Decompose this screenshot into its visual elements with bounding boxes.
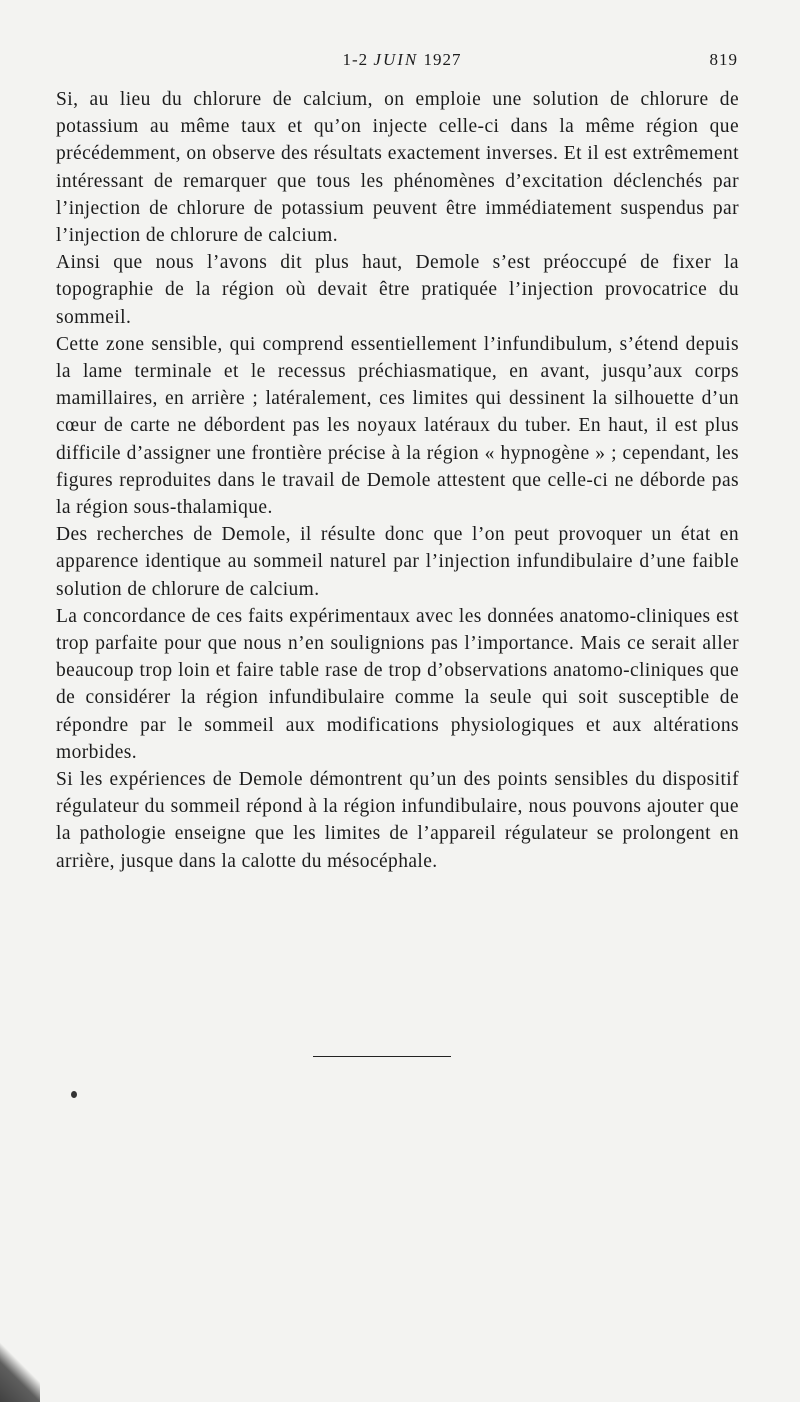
margin-dot [71, 1091, 77, 1098]
page-number: 819 [709, 50, 738, 69]
body-text [56, 86, 739, 875]
header-year: 1927 [423, 50, 462, 69]
scan-shadow-corner [0, 1342, 40, 1402]
paragraph: Des recherches de Demole, il résulte donc que l’on peut provoquer un état en apparence identique au sommeil naturel par l’injection infundibulaire d’une faible solution de chlorure de calcium. [56, 524, 739, 600]
paragraph: Si, au lieu du chlorure de calcium, on emploie une solution de chlorure de potassium au même taux et qu’on injecte celle-ci dans la même région que précédemment, on observe des résultats exactement inverses. Et il est extrêmement intéressant de remarquer que tous les phénomènes d’excitation déclenchés par l’injection de chlorure de potassium peuvent être immédiatement suspendus par l’injection de chlorure de calcium. [56, 89, 739, 247]
paragraph: Si les expériences de Demole démontrent qu’un des points sensibles du dispositif régulateur du sommeil répond à la région infundibulaire, nous pouvons ajouter que la pathologie enseigne que les limites de l’appareil régulateur se prolongent en arrière, jusque dans la calotte du mésocéphale. [56, 769, 739, 872]
header-date-prefix: 1-2 [342, 50, 369, 69]
running-header [62, 50, 742, 74]
header-date [62, 50, 742, 70]
section-end-rule [313, 1056, 451, 1057]
header-month: JUIN [373, 50, 419, 69]
paragraph: Ainsi que nous l’avons dit plus haut, Demole s’est préoccupé de fixer la topographie de la région où devait être pratiquée l’injection provocatrice du sommeil. [56, 252, 739, 328]
paragraph: Cette zone sensible, qui comprend essentiellement l’infundibulum, s’étend depuis la lame terminale et le recessus préchiasmatique, en avant, jusqu’aux corps mamillaires, en arrière ; latéralement, ces limites qui dessinent la silhouette d’un cœur de carte ne débordent pas les noyaux latéraux du tuber. En haut, il est plus difficile d’assigner une frontière précise à la région « hypnogène » ; cependant, les figures reproduites dans le travail de Demole attestent que celle-ci ne déborde pas la région sous-thalamique. [56, 333, 739, 519]
paragraph: La concordance de ces faits expérimentaux avec les données anatomo-cliniques est trop parfaite pour que nous n’en soulignions pas l’importance. Mais ce serait aller beaucoup trop loin et faire table rase de trop d’observations anatomo-cliniques que de considérer la région infundibulaire comme la seule qui soit susceptible de répondre par le sommeil aux modifications physiologiques et aux altérations morbides. [56, 605, 739, 763]
